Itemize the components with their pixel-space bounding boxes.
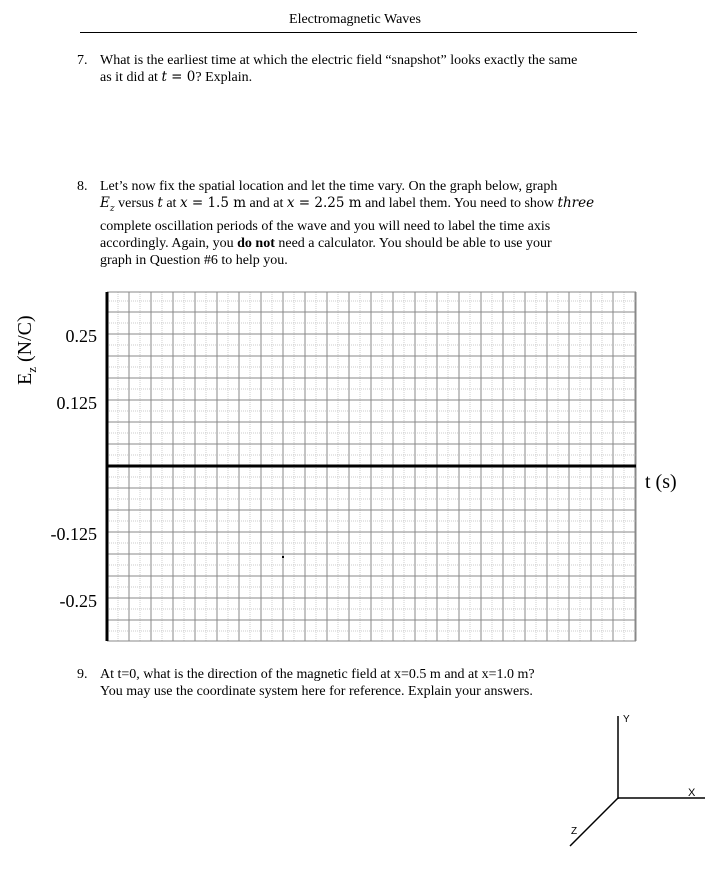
axis-label-y: Y [623,714,630,725]
question-number: 7. [77,53,88,68]
question-text-line3: complete oscillation periods of the wave and you will need to label the time axis [100,218,551,234]
axis-label-x: X [688,787,696,799]
stray-mark [282,556,284,558]
question-text-line5: graph in Question #6 to help you. [100,252,288,268]
question-text-line4: accordingly. Again, you do not need a calculator. You should be able to use your [100,235,552,251]
question-text-line2: as it did at t = 0? Explain. [100,69,253,85]
question-text-line2: You may use the coordinate system here for reference. Explain your answers. [100,684,533,699]
question-number: 8. [77,179,88,194]
question-text: At t=0, what is the direction of the magnetic field at x=0.5 m and at x=1.0 m? [100,667,535,682]
x-axis-label: t (s) [645,471,677,493]
y-tick-label: 0.125 [56,393,97,413]
y-tick-label: -0.25 [59,591,97,611]
question-text-line2: $E_z$ versus t at x = 1.5 m and at x = 2.25 m and label them. You need to show three [100,195,595,214]
y-axis-label: $E_z$ (N/C) [14,315,39,385]
page-title: Electromagnetic Waves [289,12,421,27]
question-number: 9. [77,667,88,682]
question-text: Let’s now fix the spatial location and let the time vary. On the graph below, graph [100,179,558,194]
coordinate-system [570,716,705,846]
z-direction-axis [570,798,618,846]
y-tick-label: 0.25 [65,326,97,346]
y-tick-label: -0.125 [50,524,97,544]
axis-label-z: Z [571,826,578,837]
question-text: What is the earliest time at which the electric field “snapshot” looks exactly the same [100,53,578,68]
